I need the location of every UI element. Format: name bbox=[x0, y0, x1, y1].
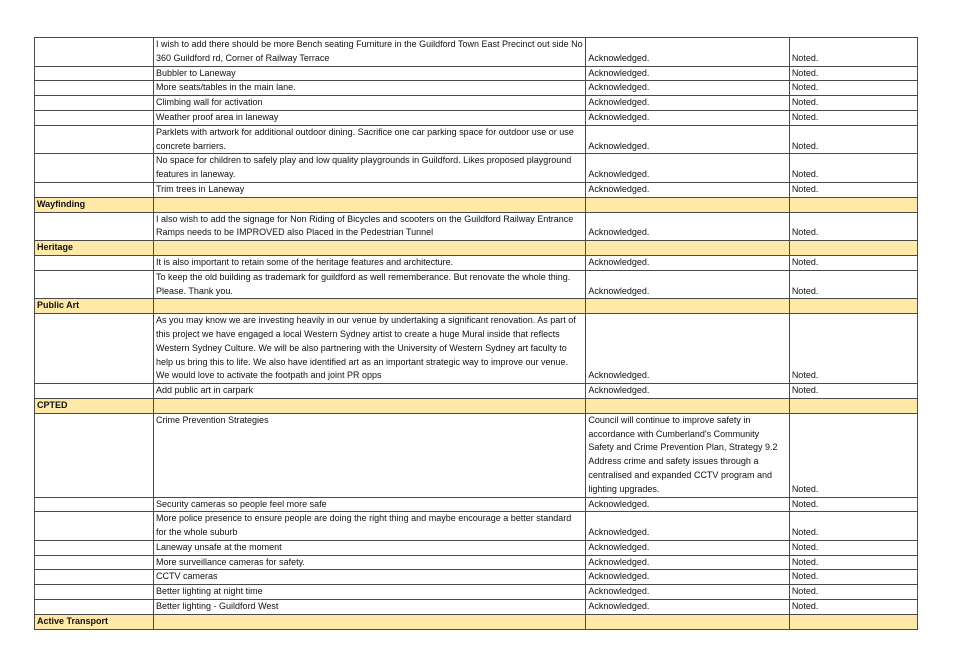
section-empty-cell bbox=[586, 241, 789, 256]
table-row bbox=[35, 110, 918, 125]
comment-cell: I wish to add there should be more Bench seating Furniture in the Guildford Town East Precinct out side No 360 Guildford rd, Corner of Railway Terrace bbox=[154, 38, 586, 67]
category-cell bbox=[35, 38, 154, 67]
action-cell: Noted. bbox=[789, 270, 917, 299]
section-label: Wayfinding bbox=[35, 197, 154, 212]
section-empty-cell bbox=[586, 614, 789, 629]
table-row bbox=[35, 600, 918, 615]
section-empty-cell bbox=[154, 241, 586, 256]
section-label: Active Transport bbox=[35, 614, 154, 629]
section-label: CPTED bbox=[35, 398, 154, 413]
comment-cell: As you may know we are investing heavily in our venue by undertaking a significant renovation. As part of this project we have engaged a local Western Sydney artist to create a huge Mural inside that reflects Western Sydney Culture. We will be also partnering with the University of Western Sydney art faculty to help us bring this to life. We also have identified art as an important strategic way to improve our venue. We would love to activate the footpath and joint PR opps bbox=[154, 314, 586, 384]
action-cell: Noted. bbox=[789, 384, 917, 399]
action-cell: Noted. bbox=[789, 212, 917, 241]
response-cell: Council will continue to improve safety in accordance with Cumberland's Community Safety and Crime Prevention Plan, Strategy 9.2 Address crime and safety issues through a centralised and expanded CCTV program and lighting upgrades. bbox=[586, 413, 789, 497]
section-empty-cell bbox=[154, 398, 586, 413]
table-row bbox=[35, 512, 918, 541]
comment-cell: No space for children to safely play and low quality playgrounds in Guildford. Likes proposed playground features in laneway. bbox=[154, 154, 586, 183]
response-cell: Acknowledged. bbox=[586, 154, 789, 183]
response-cell: Acknowledged. bbox=[586, 555, 789, 570]
table-row bbox=[35, 384, 918, 399]
section-empty-cell bbox=[789, 398, 917, 413]
action-cell: Noted. bbox=[789, 96, 917, 111]
table-row bbox=[35, 497, 918, 512]
table-row bbox=[35, 96, 918, 111]
response-cell: Acknowledged. bbox=[586, 512, 789, 541]
comment-cell: Climbing wall for activation bbox=[154, 96, 586, 111]
section-empty-cell bbox=[789, 614, 917, 629]
category-cell bbox=[35, 497, 154, 512]
action-cell: Noted. bbox=[789, 314, 917, 384]
category-cell bbox=[35, 81, 154, 96]
section-empty-cell bbox=[789, 197, 917, 212]
table-row bbox=[35, 314, 918, 384]
comment-cell: More surveillance cameras for safety. bbox=[154, 555, 586, 570]
section-row bbox=[35, 241, 918, 256]
section-empty-cell bbox=[586, 299, 789, 314]
category-cell bbox=[35, 125, 154, 154]
table-row bbox=[35, 555, 918, 570]
response-cell: Acknowledged. bbox=[586, 384, 789, 399]
section-row bbox=[35, 299, 918, 314]
response-cell: Acknowledged. bbox=[586, 38, 789, 67]
action-cell: Noted. bbox=[789, 497, 917, 512]
response-cell: Acknowledged. bbox=[586, 497, 789, 512]
comment-cell: Security cameras so people feel more safe bbox=[154, 497, 586, 512]
action-cell: Noted. bbox=[789, 38, 917, 67]
response-cell: Acknowledged. bbox=[586, 585, 789, 600]
action-cell: Noted. bbox=[789, 585, 917, 600]
comment-cell: It is also important to retain some of the heritage features and architecture. bbox=[154, 255, 586, 270]
action-cell: Noted. bbox=[789, 512, 917, 541]
action-cell: Noted. bbox=[789, 413, 917, 497]
action-cell: Noted. bbox=[789, 570, 917, 585]
table-row bbox=[35, 66, 918, 81]
category-cell bbox=[35, 413, 154, 497]
section-empty-cell bbox=[586, 197, 789, 212]
action-cell: Noted. bbox=[789, 110, 917, 125]
action-cell: Noted. bbox=[789, 154, 917, 183]
table-row bbox=[35, 182, 918, 197]
comment-cell: Weather proof area in laneway bbox=[154, 110, 586, 125]
category-cell bbox=[35, 270, 154, 299]
table-row bbox=[35, 125, 918, 154]
table-row bbox=[35, 413, 918, 497]
response-cell: Acknowledged. bbox=[586, 125, 789, 154]
category-cell bbox=[35, 182, 154, 197]
comment-cell: To keep the old building as trademark for guildford as well rememberance. But renovate the whole thing. Please. Thank you. bbox=[154, 270, 586, 299]
action-cell: Noted. bbox=[789, 600, 917, 615]
category-cell bbox=[35, 314, 154, 384]
section-label: Heritage bbox=[35, 241, 154, 256]
section-empty-cell bbox=[789, 299, 917, 314]
section-row bbox=[35, 398, 918, 413]
table-row bbox=[35, 81, 918, 96]
comment-cell: Parklets with artwork for additional outdoor dining. Sacrifice one car parking space for outdoor use or use concrete barriers. bbox=[154, 125, 586, 154]
response-cell: Acknowledged. bbox=[586, 182, 789, 197]
comment-cell: Crime Prevention Strategies bbox=[154, 413, 586, 497]
table-row bbox=[35, 38, 918, 67]
action-cell: Noted. bbox=[789, 125, 917, 154]
response-cell: Acknowledged. bbox=[586, 270, 789, 299]
category-cell bbox=[35, 96, 154, 111]
section-row bbox=[35, 197, 918, 212]
response-cell: Acknowledged. bbox=[586, 600, 789, 615]
table-row bbox=[35, 570, 918, 585]
comment-cell: I also wish to add the signage for Non Riding of Bicycles and scooters on the Guildford Railway Entrance Ramps needs to be IMPROVED also Placed in the Pedestrian Tunnel bbox=[154, 212, 586, 241]
section-empty-cell bbox=[586, 398, 789, 413]
section-empty-cell bbox=[789, 241, 917, 256]
section-empty-cell bbox=[154, 197, 586, 212]
section-empty-cell bbox=[154, 614, 586, 629]
response-cell: Acknowledged. bbox=[586, 96, 789, 111]
comment-cell: More seats/tables in the main lane. bbox=[154, 81, 586, 96]
section-row bbox=[35, 614, 918, 629]
response-cell: Acknowledged. bbox=[586, 314, 789, 384]
comment-cell: Bubbler to Laneway bbox=[154, 66, 586, 81]
feedback-table bbox=[34, 37, 918, 630]
response-cell: Acknowledged. bbox=[586, 110, 789, 125]
comment-cell: Trim trees in Laneway bbox=[154, 182, 586, 197]
comment-cell: Better lighting - Guildford West bbox=[154, 600, 586, 615]
category-cell bbox=[35, 384, 154, 399]
action-cell: Noted. bbox=[789, 255, 917, 270]
response-cell: Acknowledged. bbox=[586, 66, 789, 81]
action-cell: Noted. bbox=[789, 555, 917, 570]
response-cell: Acknowledged. bbox=[586, 570, 789, 585]
category-cell bbox=[35, 255, 154, 270]
category-cell bbox=[35, 540, 154, 555]
table-row bbox=[35, 255, 918, 270]
table-row bbox=[35, 154, 918, 183]
response-cell: Acknowledged. bbox=[586, 255, 789, 270]
category-cell bbox=[35, 154, 154, 183]
comment-cell: CCTV cameras bbox=[154, 570, 586, 585]
category-cell bbox=[35, 570, 154, 585]
category-cell bbox=[35, 555, 154, 570]
action-cell: Noted. bbox=[789, 66, 917, 81]
response-cell: Acknowledged. bbox=[586, 212, 789, 241]
table-row bbox=[35, 270, 918, 299]
response-cell: Acknowledged. bbox=[586, 540, 789, 555]
action-cell: Noted. bbox=[789, 540, 917, 555]
section-label: Public Art bbox=[35, 299, 154, 314]
response-cell: Acknowledged. bbox=[586, 81, 789, 96]
feedback-table-body bbox=[35, 38, 918, 630]
category-cell bbox=[35, 212, 154, 241]
comment-cell: Laneway unsafe at the moment bbox=[154, 540, 586, 555]
comment-cell: Better lighting at night time bbox=[154, 585, 586, 600]
comment-cell: More police presence to ensure people are doing the right thing and maybe encourage a better standard for the whole suburb bbox=[154, 512, 586, 541]
comment-cell: Add public art in carpark bbox=[154, 384, 586, 399]
table-row bbox=[35, 585, 918, 600]
category-cell bbox=[35, 110, 154, 125]
table-row bbox=[35, 212, 918, 241]
section-empty-cell bbox=[154, 299, 586, 314]
category-cell bbox=[35, 66, 154, 81]
table-row bbox=[35, 540, 918, 555]
category-cell bbox=[35, 600, 154, 615]
category-cell bbox=[35, 585, 154, 600]
category-cell bbox=[35, 512, 154, 541]
action-cell: Noted. bbox=[789, 182, 917, 197]
action-cell: Noted. bbox=[789, 81, 917, 96]
